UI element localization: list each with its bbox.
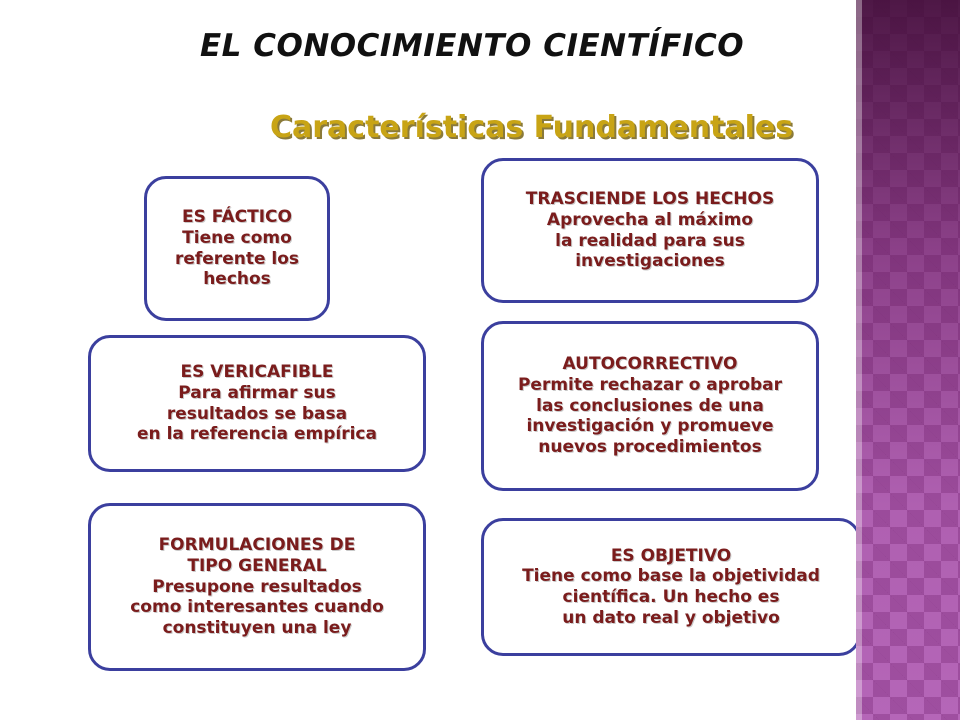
card-text-line: en la referencia empírica	[137, 424, 377, 445]
card-heading: TIPO GENERAL	[187, 555, 327, 576]
card-heading: AUTOCORRECTIVO	[562, 354, 738, 375]
card-text-line: investigación y promueve	[526, 416, 774, 437]
card-text-line: investigaciones	[575, 251, 725, 272]
side-panel-edge	[856, 0, 862, 720]
card-text-line: las conclusiones de una	[536, 395, 764, 416]
card-heading: FORMULACIONES DE	[158, 535, 356, 556]
card-heading: ES VERICAFIBLE	[180, 362, 334, 383]
card-heading: TRASCIENDE LOS HECHOS	[525, 189, 775, 210]
card-text-line: referente los	[174, 248, 300, 269]
card-text-line: Presupone resultados	[152, 576, 362, 597]
card-es-factico	[144, 176, 330, 321]
card-text-line: Tiene como base la objetividad	[522, 566, 820, 587]
card-autocorrectivo	[481, 321, 819, 491]
card-text-line: Aprovecha al máximo	[546, 209, 754, 230]
card-text-line: constituyen una ley	[162, 618, 352, 639]
slide-title: EL CONOCIMIENTO CIENTÍFICO	[200, 28, 745, 64]
card-text-line: científica. Un hecho es	[562, 587, 780, 607]
card-text-line: hechos	[203, 269, 271, 290]
card-text-line: Para afirmar sus	[178, 382, 336, 403]
card-trasciende-hechos	[481, 158, 819, 303]
card-text-line: nuevos procedimientos	[538, 437, 762, 458]
card-text-line: la realidad para sus	[555, 230, 745, 251]
card-text-line: Permite rechazar o aprobar	[517, 374, 783, 395]
card-formulaciones	[88, 503, 426, 671]
slide-subtitle: Características Fundamentales	[270, 110, 794, 145]
card-es-verificable	[88, 335, 426, 472]
card-text-line: Tiene como	[182, 227, 292, 248]
card-text-line: como interesantes cuando	[130, 597, 384, 618]
card-text-line: resultados se basa	[166, 403, 348, 424]
card-heading: ES OBJETIVO	[610, 545, 732, 566]
card-es-objetivo	[481, 518, 861, 656]
side-panel-shading	[856, 0, 960, 720]
card-text-line: un dato real y objetivo	[562, 607, 780, 628]
card-heading: ES FÁCTICO	[182, 207, 292, 228]
